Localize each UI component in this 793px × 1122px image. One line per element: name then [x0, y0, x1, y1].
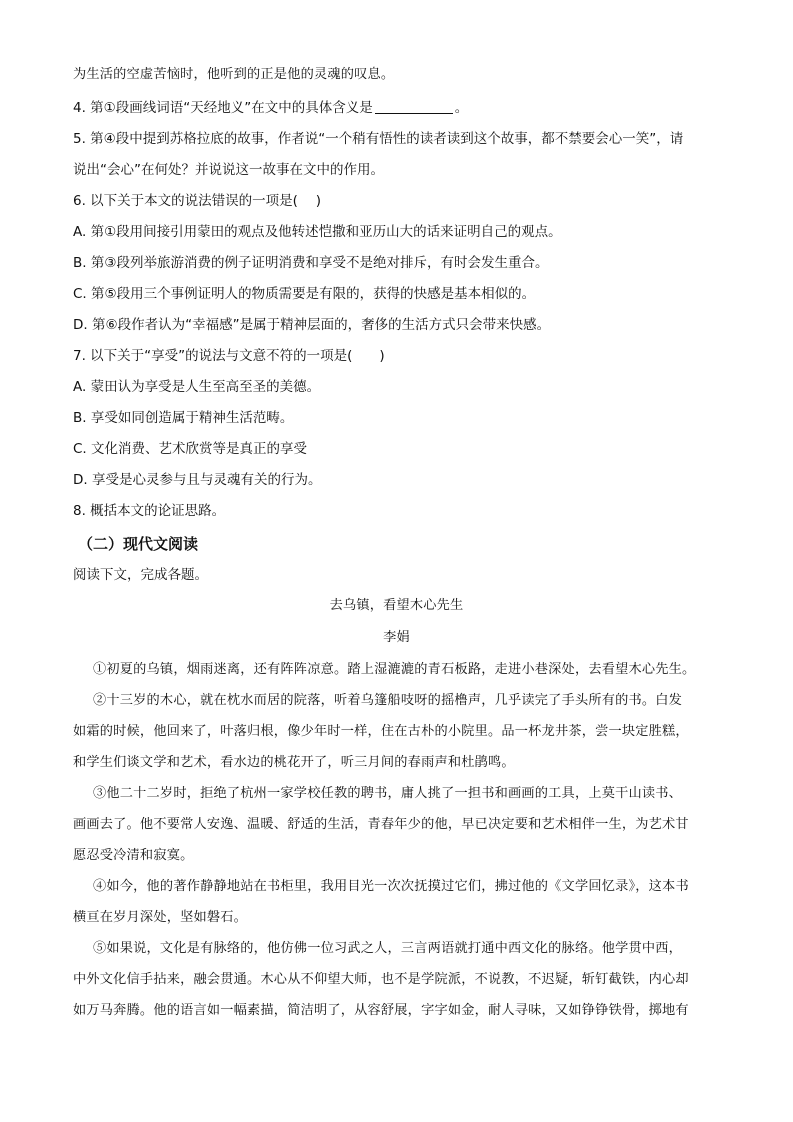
question-7: 7. 以下关于“享受”的说法与文意不符的一项是( ): [73, 348, 385, 364]
text-line: 为生活的空虚苦恼时，他听到的正是他的灵魂的叹息。: [73, 67, 395, 82]
question-8: 8. 概括本文的论证思路。: [73, 503, 226, 519]
section-heading: （二）现代文阅读: [78, 535, 199, 553]
paragraph-2-line3: 和学生们谈文学和艺术，看水边的桃花开了，听三月间的春雨声和杜鹃鸣。: [73, 755, 515, 770]
paragraph-2-line1: ②十三岁的木心，就在枕水而居的院落，听着乌篷船吱呀的摇橹声，几乎读完了手头所有的书。白发: [93, 693, 683, 708]
article-title: 去乌镇，看望木心先生: [329, 598, 464, 613]
question-4: [73, 99, 468, 117]
option-7d: D. 享受是心灵参与且与灵魂有关的行为。: [73, 472, 322, 488]
paragraph-4-line1: ④如今，他的著作静静地站在书柜里，我用目光一次次抚摸过它们，拂过他的《文学回忆录》，这本书: [93, 879, 689, 894]
paragraph-4-line2: 横亘在岁月深处，坚如磐石。: [73, 910, 248, 925]
question-6: 6. 以下关于本文的说法错误的一项是( ): [73, 193, 321, 209]
paragraph-3-line1: ③他二十二岁时，拒绝了杭州一家学校任教的聘书，庸人挑了一担书和画画的工具，上莫干山读书、: [93, 786, 683, 801]
question-5-line2: 说出“会心”在何处？并说说这一故事在文中的作用。: [73, 162, 384, 178]
option-6c: C. 第⑤段用三个事例证明人的物质需要是有限的，获得的快感是基本相似的。: [73, 286, 536, 302]
option-6a: A. 第①段用间接引用蒙田的观点及他转述恺撒和亚历山大的话来证明自己的观点。: [73, 224, 562, 240]
option-7c: C. 文化消费、艺术欣赏等是真正的享受: [73, 441, 308, 457]
paragraph-5-line3: 如万马奔腾。他的语言如一幅素描，简洁明了，从容舒展，字字如金，耐人寻味，又如铮铮铁骨，掷地有: [73, 1003, 689, 1018]
paragraph-5-line2: 中外文化信手拈来，融会贯通。木心从不仰望大师，也不是学院派，不说教，不迟疑，斩钉截铁，内心却: [73, 972, 689, 987]
paragraph-2-line2: 如霜的时候，他回来了，叶落归根，像少年时一样，住在古朴的小院里。品一杯龙井茶，尝一块定胜糕，: [73, 724, 689, 739]
option-7b: B. 享受如同创造属于精神生活范畴。: [73, 410, 294, 426]
option-6d: D. 第⑥段作者认为“幸福感”是属于精神层面的，奢侈的生活方式只会带来快感。: [73, 317, 551, 333]
option-7a: A. 蒙田认为享受是人生至高至圣的美德。: [73, 379, 321, 395]
question-4-text: 4. 第①段画线词语“天经地义”在文中的具体含义是: [73, 100, 373, 116]
question-5-line1: 5. 第④段中提到苏格拉底的故事，作者说“一个稍有悟性的读者读到这个故事，都不禁要会心一笑”，请: [73, 131, 684, 147]
paragraph-1: ①初夏的乌镇，烟雨迷离，还有阵阵凉意。踏上湿漉漉的青石板路，走进小巷深处，去看望木心先生。: [93, 662, 696, 677]
paragraph-5-line1: ⑤如果说，文化是有脉络的，他仿佛一位习武之人，三言两语就打通中西文化的脉络。他学贯中西，: [93, 941, 683, 956]
paragraph-3-line2: 画画去了。他不要常人安逸、温暖、舒适的生活，青春年少的他，早已决定要和艺术相伴一生，为艺术甘: [73, 817, 689, 832]
answer-blank[interactable]: [375, 99, 453, 114]
question-4-end: 。: [454, 100, 469, 116]
instruction: 阅读下文，完成各题。: [73, 567, 208, 583]
article-author: 李娟: [383, 630, 410, 645]
paragraph-3-line3: 愿忍受冷清和寂寞。: [73, 848, 194, 863]
option-6b: B. 第③段列举旅游消费的例子证明消费和享受不是绝对排斥，有时会发生重合。: [73, 255, 549, 271]
